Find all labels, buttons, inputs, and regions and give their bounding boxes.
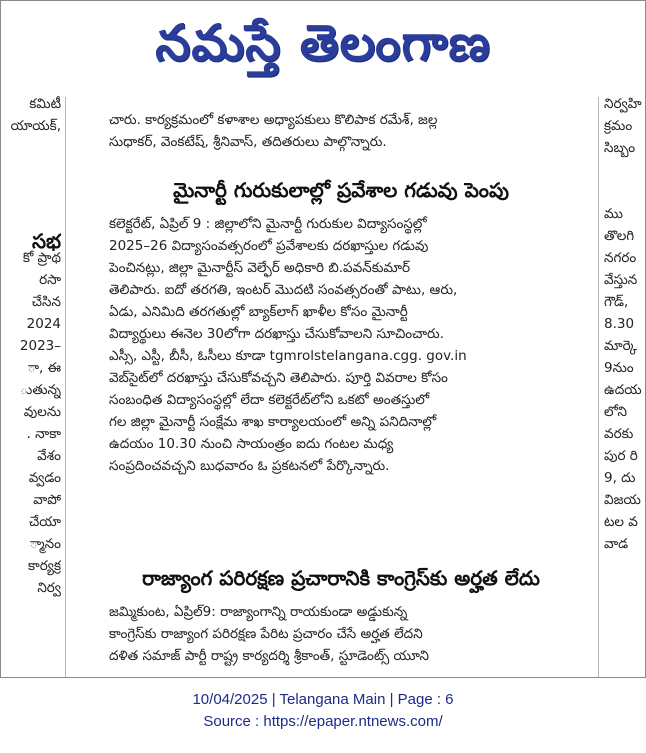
right-column-line: 9, దు [604, 470, 636, 486]
left-column-line: . నాకా [26, 426, 61, 442]
right-column-line: వరకు [604, 426, 634, 442]
left-column-line: కమిటీ [29, 96, 61, 112]
column-rule-left [65, 97, 66, 677]
article1-line: వెబ్‌సైట్‌లో దరఖాస్తు చేసుకోవచ్చని తెలిపారు. పూర్తి వివరాల కోసం [109, 370, 448, 386]
right-column-text [604, 93, 645, 555]
right-column-line: వేస్తున [604, 272, 638, 288]
article2-line: జమ్మికుంట, ఏప్రిల్9: రాజ్యాంగాన్ని రాయకుండా అడ్డుకున్న [109, 604, 408, 620]
left-column-line: 2023– [19, 338, 61, 354]
article1-line: 2025–26 విద్యాసంవత్సరంలో ప్రవేశాలకు దరఖాస్తుల గడువు [109, 238, 429, 254]
left-column-line: ్మానం [29, 536, 61, 552]
article2-line: కాంగ్రెస్‌కు రాజ్యాంగ పరిరక్షణ పేరిట ప్రచారం చేసే అర్హత లేదని [109, 626, 423, 642]
left-column-line: చేయా [29, 514, 61, 530]
right-column-line: టల వ [604, 514, 638, 530]
left-column-line: వేశం [37, 448, 61, 464]
top-fragment [109, 109, 579, 153]
right-column-line [604, 159, 645, 181]
right-column-line: 8.30 [604, 316, 635, 332]
column-rule-right [598, 97, 599, 677]
left-column-line [1, 181, 61, 203]
right-column-line [604, 181, 645, 203]
right-column-line: క్రమం [604, 118, 633, 134]
right-column-line: 9నుం [604, 360, 634, 376]
footer-source-link[interactable]: Source : https://epaper.ntnews.com/ [203, 713, 443, 730]
article1-headline: మైనార్టీ గురుకులాల్లో ప్రవేశాల గడువు పెంపు [173, 178, 509, 202]
right-column-line: పుర రి [604, 448, 638, 464]
article2-line: దళిత సమాజ్ పార్టీ రాష్ట్ర కార్యదర్శి శ్రీకాంత్, స్టూడెంట్స్ యూని [109, 648, 429, 664]
left-column-line [1, 203, 61, 225]
top-fragment-line: సుధాకర్, వెంకటేష్, శ్రీనివాస్, తదితరులు పాల్గొన్నారు. [109, 134, 387, 150]
left-column-line: ుతున్న [19, 382, 61, 398]
right-column-line: నగరం [604, 250, 637, 266]
left-column-line [1, 137, 61, 159]
left-column-line: కో ప్రాథ [22, 250, 61, 266]
left-column-line [1, 159, 61, 181]
article1-line: ఎస్సీ, ఎస్టీ, బీసీ, ఓసీలు కూడా tgmrolstelangana.cgg. gov.in [109, 348, 467, 364]
article1-line: కలెక్టరేట్, ఏప్రిల్ 9 : జిల్లాలోని మైనార్టీ గురుకుల విద్యాసంస్థల్లో [109, 216, 427, 232]
top-fragment-line: చారు. కార్యక్రమంలో కళాశాల అధ్యాపకులు కొలిపాక రమేశ్, జల్ల [109, 112, 438, 128]
left-column-line: చేసిన [31, 294, 61, 310]
footer-date-edition: 10/04/2025 | Telangana Main | Page : 6 [192, 691, 454, 708]
article2-body [109, 601, 579, 667]
left-section-title: సభ [31, 229, 61, 253]
right-column-line: ఉదయ [604, 382, 642, 398]
right-column-line: విజయ [604, 492, 641, 508]
article1-line: ఉదయం 10.30 నుంచి సాయంత్రం ఐదు గంటల మధ్య [109, 436, 394, 452]
right-column-line: తొలగి [604, 228, 635, 244]
right-column-line: నిర్వహి [604, 96, 642, 112]
left-column-line: వాపో [33, 492, 61, 508]
left-column-line: నిర్వ [37, 580, 61, 596]
article2-headline: రాజ్యాంగ పరిరక్షణ ప్రచారానికి కాంగ్రెస్‌కు అర్హత లేదు [142, 566, 540, 590]
left-column-line: ా, ఈ [27, 360, 61, 376]
left-column-line: 2024 [26, 316, 61, 332]
left-column-line: వులను [23, 404, 61, 420]
left-column-line: కార్యక్ర [28, 558, 61, 574]
right-column-line: మార్కె [604, 338, 637, 354]
right-column-line: లోని [604, 404, 628, 420]
right-column-line: గౌడ్, [604, 294, 629, 310]
left-column-line: యాయక్, [10, 118, 61, 134]
article1-line: సంబంధిత విద్యాసంస్థల్లో లేదా కలెక్టరేట్‌లోని ఒకటో అంతస్తులో [109, 392, 430, 408]
masthead [1, 1, 645, 89]
article1-line: సంప్రదించవచ్చని బుధవారం ఓ ప్రకటనలో పేర్కొన్నారు. [109, 458, 390, 474]
left-column-text [1, 93, 61, 599]
left-column-line: రసా [39, 272, 61, 288]
left-column-line: వ్వడం [28, 470, 61, 486]
article1-line: ఏడు, ఎనిమిది తరగతుల్లో బ్యాక్‌లాగ్ ఖాళీల కోసం మైనార్టీ [109, 304, 408, 320]
article1-line: గల జిల్లా మైనార్టీ సంక్షేమ శాఖ కార్యాలయంలో అన్ని పనిదినాల్లో [109, 414, 437, 430]
article1-body [109, 213, 579, 477]
masthead-logo: నమస్తే తెలంగాణ [155, 14, 491, 72]
article1-line: పెంచినట్లు, జిల్లా మైనార్టీస్ వెల్ఫేర్ అధికారి బి.పవన్‌కుమార్ [109, 260, 411, 276]
right-column-line: ము [604, 206, 623, 222]
right-column-line: వాడ [604, 536, 629, 552]
right-column-line: సిబ్బం [604, 140, 636, 156]
article1-line: విద్యార్థులు ఈనెల 30లోగా దరఖాస్తు చేసుకోవాలని సూచించారు. [109, 326, 445, 342]
article1-line: తెలిపారు. ఐదో తరగతి, ఇంటర్ మొదటి సంవత్సరంతో పాటు, ఆరు, [109, 282, 458, 298]
